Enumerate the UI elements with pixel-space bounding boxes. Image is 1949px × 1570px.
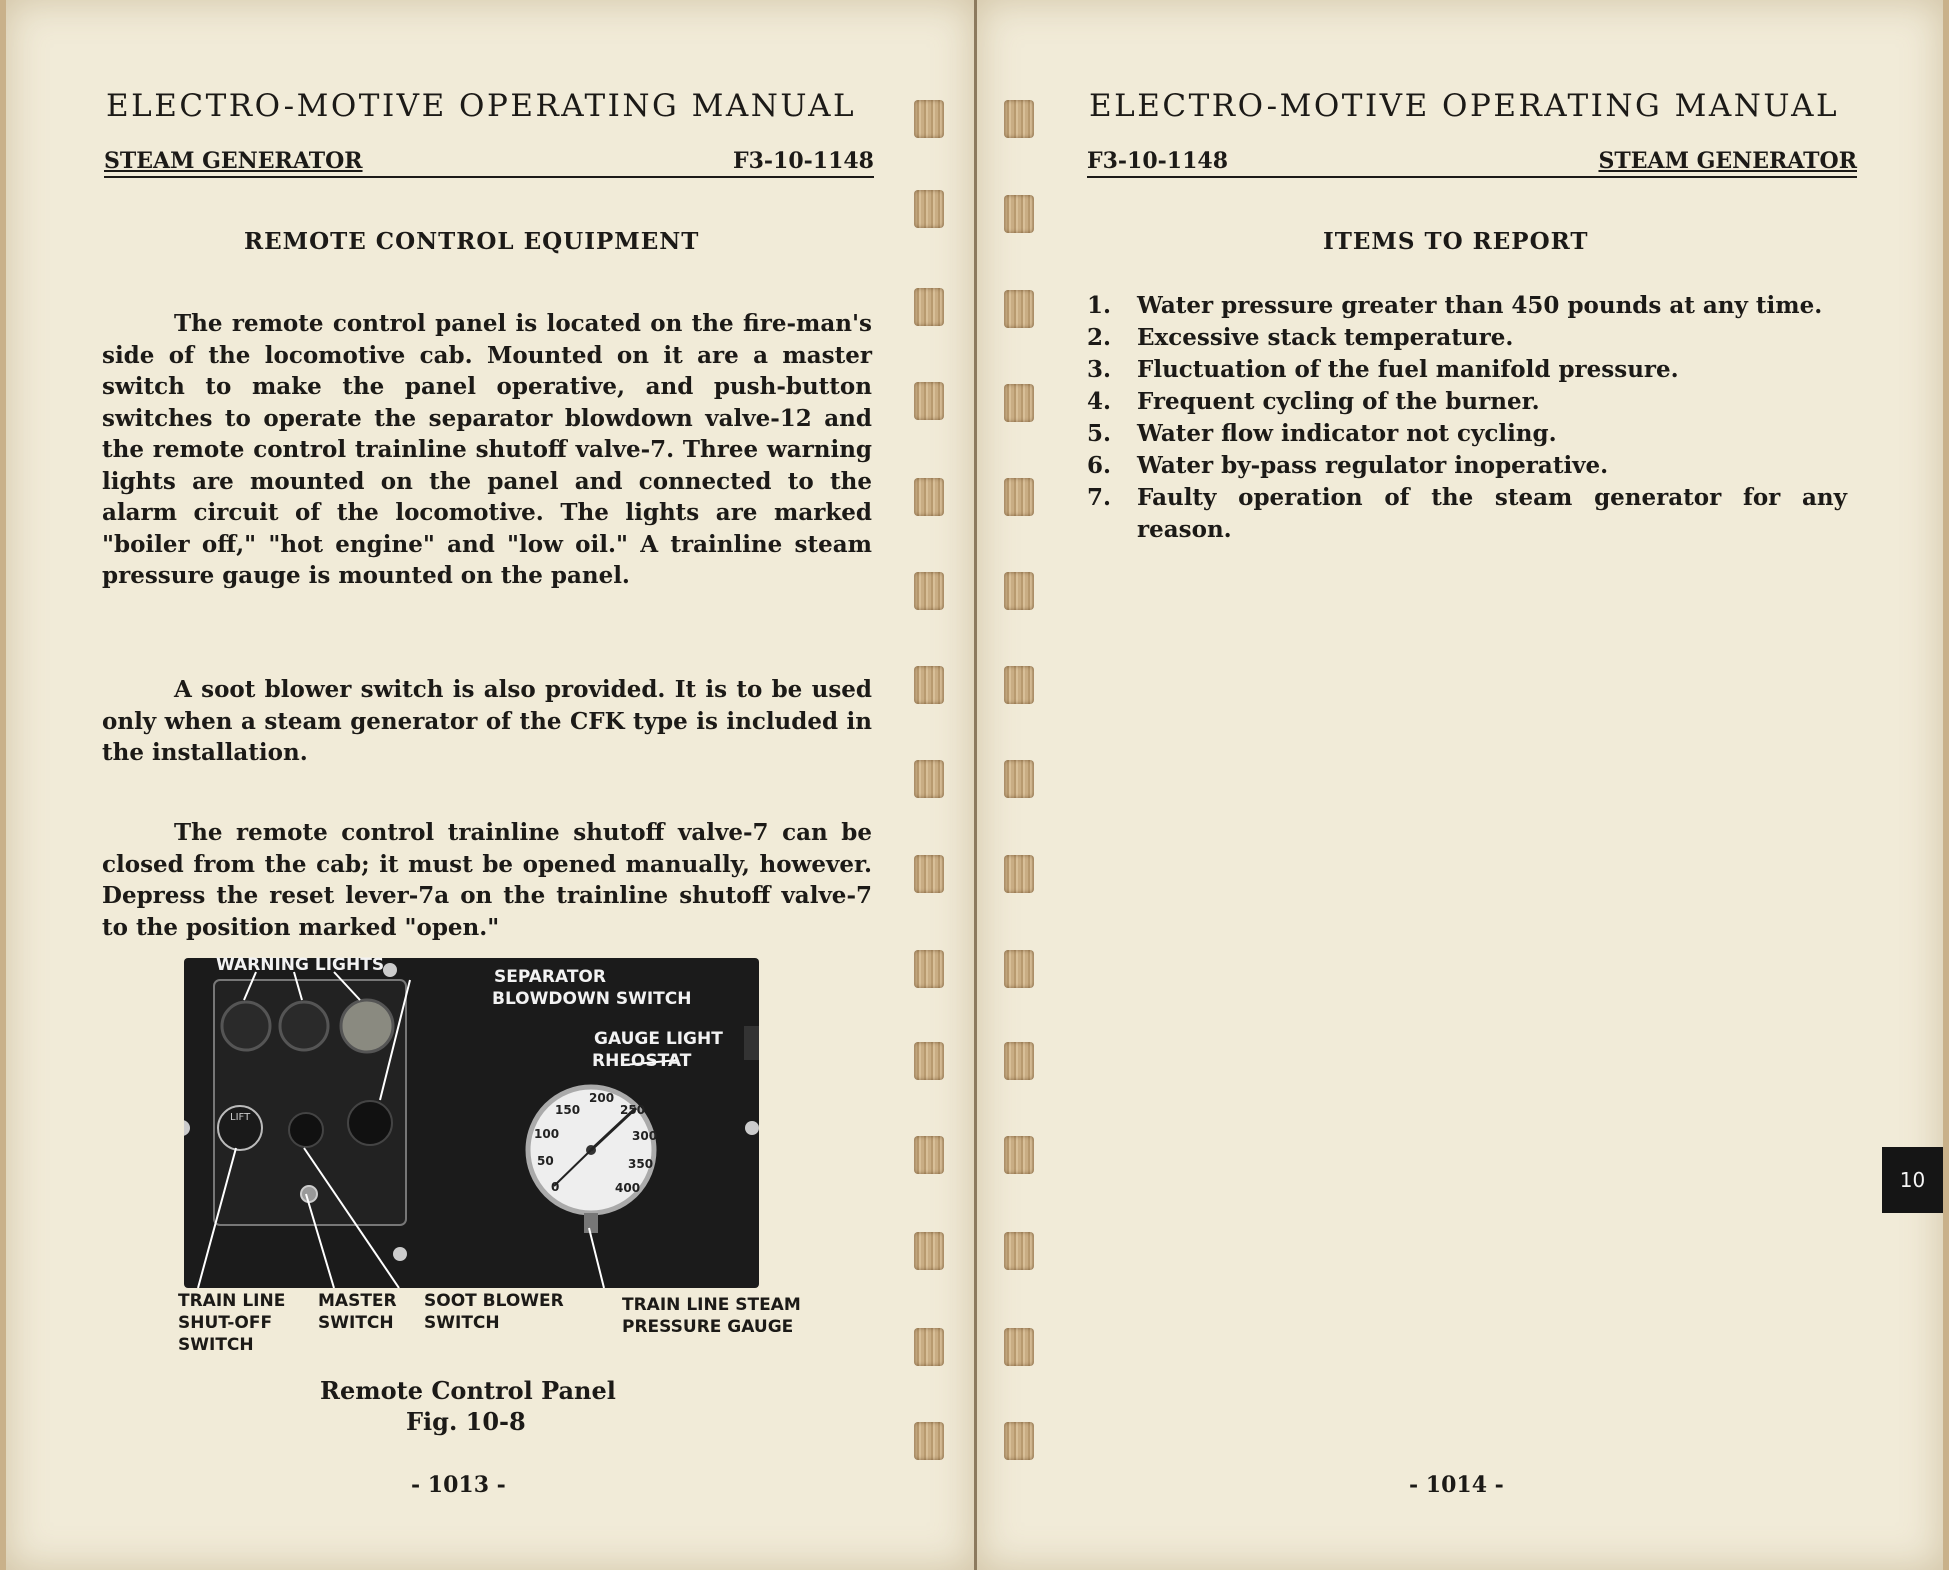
doc-code: F3-10-1148 bbox=[1087, 148, 1229, 174]
binding-hole bbox=[1004, 100, 1034, 138]
paragraph-2: A soot blower switch is also provided. It is to be used only when a steam generator of the CFK type is included in the installation. bbox=[102, 676, 872, 766]
section-name: STEAM GENERATOR bbox=[104, 148, 363, 174]
binding-hole bbox=[914, 1422, 944, 1460]
label-soot-blower-switch: SWITCH bbox=[424, 1313, 500, 1333]
label-master: MASTER bbox=[318, 1291, 397, 1311]
binding-hole bbox=[914, 1042, 944, 1080]
binding-hole bbox=[914, 666, 944, 704]
binding-hole bbox=[1004, 290, 1034, 328]
label-separator: SEPARATOR bbox=[494, 967, 606, 987]
binding-hole bbox=[1004, 195, 1034, 233]
binding-hole bbox=[1004, 384, 1034, 422]
binding-hole bbox=[914, 950, 944, 988]
binding-hole bbox=[914, 1136, 944, 1174]
binding-hole bbox=[914, 190, 944, 228]
svg-text:350: 350 bbox=[628, 1157, 654, 1171]
label-shut-off: SHUT-OFF bbox=[178, 1313, 273, 1333]
warning-light-boiler-off bbox=[222, 1002, 270, 1050]
doc-code: F3-10-1148 bbox=[732, 148, 874, 174]
master-switch-knob bbox=[301, 1186, 317, 1202]
figure-caption-number: Fig. 10-8 bbox=[406, 1407, 526, 1436]
label-warning-lights: WARNING LIGHTS bbox=[216, 955, 385, 975]
binding-hole bbox=[1004, 855, 1034, 893]
binding-hole bbox=[1004, 1042, 1034, 1080]
binding-hole bbox=[914, 572, 944, 610]
binding-hole bbox=[914, 1328, 944, 1366]
svg-text:300: 300 bbox=[632, 1129, 658, 1143]
list-item: 5. Water flow indicator not cycling. bbox=[1087, 420, 1557, 447]
section-title: REMOTE CONTROL EQUIPMENT bbox=[244, 228, 700, 255]
svg-text:200: 200 bbox=[589, 1091, 615, 1105]
svg-text:100: 100 bbox=[534, 1127, 560, 1141]
figure-caption-title: Remote Control Panel bbox=[320, 1376, 616, 1405]
binding-hole bbox=[1004, 1422, 1034, 1460]
binding-hole bbox=[1004, 1328, 1034, 1366]
blowdown-button bbox=[348, 1101, 392, 1145]
page-header-title: ELECTRO-MOTIVE OPERATING MANUAL bbox=[106, 88, 857, 124]
binding-hole bbox=[1004, 1136, 1034, 1174]
binding-hole bbox=[1004, 950, 1034, 988]
left-page bbox=[6, 0, 974, 1570]
svg-text:400: 400 bbox=[615, 1181, 641, 1195]
section-title: ITEMS TO REPORT bbox=[1323, 228, 1589, 255]
list-item: 1. Water pressure greater than 450 pounds at any time. bbox=[1087, 292, 1823, 319]
label-train-line: TRAIN LINE bbox=[178, 1291, 286, 1311]
binding-hole bbox=[914, 478, 944, 516]
svg-text:50: 50 bbox=[537, 1154, 554, 1168]
svg-text:250: 250 bbox=[620, 1103, 646, 1117]
warning-light-hot-engine bbox=[280, 1002, 328, 1050]
list-item: 6. Water by-pass regulator inoperative. bbox=[1087, 452, 1609, 479]
warning-light-low-oil bbox=[341, 1000, 393, 1052]
label-soot-blower: SOOT BLOWER bbox=[424, 1291, 564, 1311]
svg-text:0: 0 bbox=[551, 1180, 560, 1194]
label-pressure-gauge: PRESSURE GAUGE bbox=[622, 1317, 794, 1337]
list-item: 2. Excessive stack temperature. bbox=[1087, 324, 1514, 351]
svg-text:150: 150 bbox=[555, 1103, 581, 1117]
page-header-title: ELECTRO-MOTIVE OPERATING MANUAL bbox=[1089, 88, 1840, 124]
paragraph-1: The remote control panel is located on the fire-man's side of the locomotive cab. Mounted on it are a master switch to make the panel operative, and push-button switches to operate the separator blowdown valve-12 and the remote control trainline shutoff valve-7. Three warning lights are mounted on the panel and connected to the alarm circuit of the locomotive. The lights are marked "boiler off," "hot engine" and "low oil." A trainline steam pressure gauge is mounted on the panel. bbox=[102, 310, 872, 589]
remote-control-panel-figure bbox=[174, 955, 756, 1288]
list-item: 4. Frequent cycling of the burner. bbox=[1087, 388, 1540, 415]
items-to-report-list bbox=[1087, 290, 1847, 546]
label-train-line-steam: TRAIN LINE STEAM bbox=[622, 1295, 801, 1315]
binding-hole bbox=[1004, 478, 1034, 516]
page-number: - 1013 - bbox=[411, 1472, 506, 1498]
label-blowdown-switch: BLOWDOWN SWITCH bbox=[492, 989, 692, 1009]
page-number: - 1014 - bbox=[1409, 1472, 1504, 1498]
list-item: 7. Faulty operation of the steam generator for any reason. bbox=[1087, 484, 1847, 543]
soot-blower-button bbox=[289, 1113, 323, 1147]
binding-hole bbox=[1004, 666, 1034, 704]
right-page bbox=[977, 0, 1943, 1570]
paragraph-3: The remote control trainline shutoff valve-7 can be closed from the cab; it must be opened manually, however. Depress the reset lever-7a on the trainline shutoff valve-7 to the position marked "open." bbox=[102, 819, 872, 941]
label-master-switch: SWITCH bbox=[318, 1313, 394, 1333]
steam-pressure-gauge bbox=[528, 1087, 657, 1233]
binding-hole bbox=[914, 288, 944, 326]
list-item: 3. Fluctuation of the fuel manifold pressure. bbox=[1087, 356, 1679, 383]
section-tab: 10 bbox=[1882, 1147, 1943, 1213]
binding-hole bbox=[914, 100, 944, 138]
binding-hole bbox=[914, 1232, 944, 1270]
binding-hole bbox=[1004, 760, 1034, 798]
binding-hole bbox=[914, 855, 944, 893]
page-header-rule bbox=[1087, 150, 1857, 178]
label-rheostat: RHEOSTAT bbox=[592, 1051, 692, 1071]
binding-hole bbox=[1004, 1232, 1034, 1270]
label-gauge-light: GAUGE LIGHT bbox=[594, 1029, 723, 1049]
svg-text:LIFT: LIFT bbox=[230, 1112, 251, 1123]
binding-hole bbox=[914, 382, 944, 420]
section-name: STEAM GENERATOR bbox=[1598, 148, 1857, 174]
binding-hole bbox=[1004, 572, 1034, 610]
label-switch: SWITCH bbox=[178, 1335, 254, 1355]
page-header-rule bbox=[104, 150, 874, 178]
binding-hole bbox=[914, 760, 944, 798]
